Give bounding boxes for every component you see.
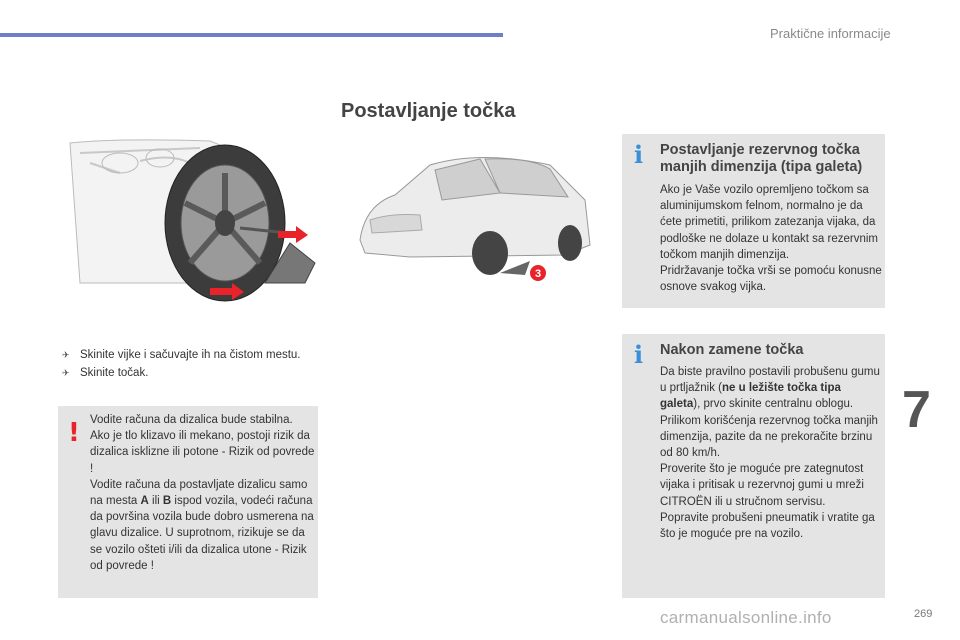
step-text: Skinite točak. — [80, 367, 149, 379]
section-label: Praktične informacije — [770, 26, 891, 41]
warning-text: Vodite računa da dizalica bude stabilna. Ako je tlo klizavo ili mekano, postoji rizik da dizalica isklizne ili potone - Rizik od povrede ! Vodite računa da postavljate dizalicu samo na mesta A ili B ispod vozila, vodeći računa da površina vozila bude dobro usmerena na glavu dizalice. U suprotnom, rizikuje se da se vozilo ošteti i/ili da dizalica utone - Rizik od povrede ! — [90, 414, 315, 572]
warning-icon: ! — [68, 418, 80, 448]
list-item — [62, 364, 322, 382]
step-text: Skinite vijke i sačuvajte ih na čistom mestu. — [80, 349, 301, 361]
info-icon: i — [634, 140, 644, 169]
chapter-number: 7 — [902, 381, 931, 439]
info-box-spare-wheel — [622, 134, 885, 308]
page-title: Postavljanje točka — [341, 100, 516, 122]
step-list — [62, 346, 322, 382]
info-heading: Postavljanje rezervnog točka manjih dimenzija (tipa galeta) — [660, 142, 863, 175]
info-text: Da biste pravilno postavili probušenu gumu u prtljažnik (ne u ležište točka tipa galeta), prvo skinite centralnu oblogu. Prilikom korišćenja rezervnog točka manjih dimenzija, pazite da ne prekoračite brzinu od 80 km/h. Proverite što je moguće pre zategnutost vijaka i pritisak u rezervnoj gumi u mreži CITROËN ili u stručnom servisu. Popravite probušeni pneumatik i vratite ga što je moguće pre na vozilo. — [660, 366, 880, 541]
list-item — [62, 346, 322, 364]
warning-box — [58, 406, 318, 598]
info-icon: i — [634, 340, 644, 369]
car-on-jack-illustration — [350, 145, 600, 295]
callout-number: 3 — [534, 268, 542, 280]
bullet-icon: ✈ — [62, 368, 70, 378]
page-number: 269 — [914, 608, 933, 620]
wheel-removal-illustration — [60, 133, 320, 306]
watermark: carmanualsonline.info — [660, 608, 832, 627]
info-text: Ako je Vaše vozilo opremljeno točkom sa aluminijumskom felnom, normalno je da ćete primetiti, prilikom zatezanja vijaka, da podloške ne dolaze u kontakt sa rezervnim točkom manjih dimenzija. Pridržavanje točka vrši se pomoću konusne osnove svakog vijka. — [660, 184, 882, 294]
info-heading: Nakon zamene točka — [660, 342, 804, 358]
bullet-icon: ✈ — [62, 350, 70, 360]
info-box-after-change — [622, 334, 885, 598]
header-accent-bar — [0, 33, 503, 37]
